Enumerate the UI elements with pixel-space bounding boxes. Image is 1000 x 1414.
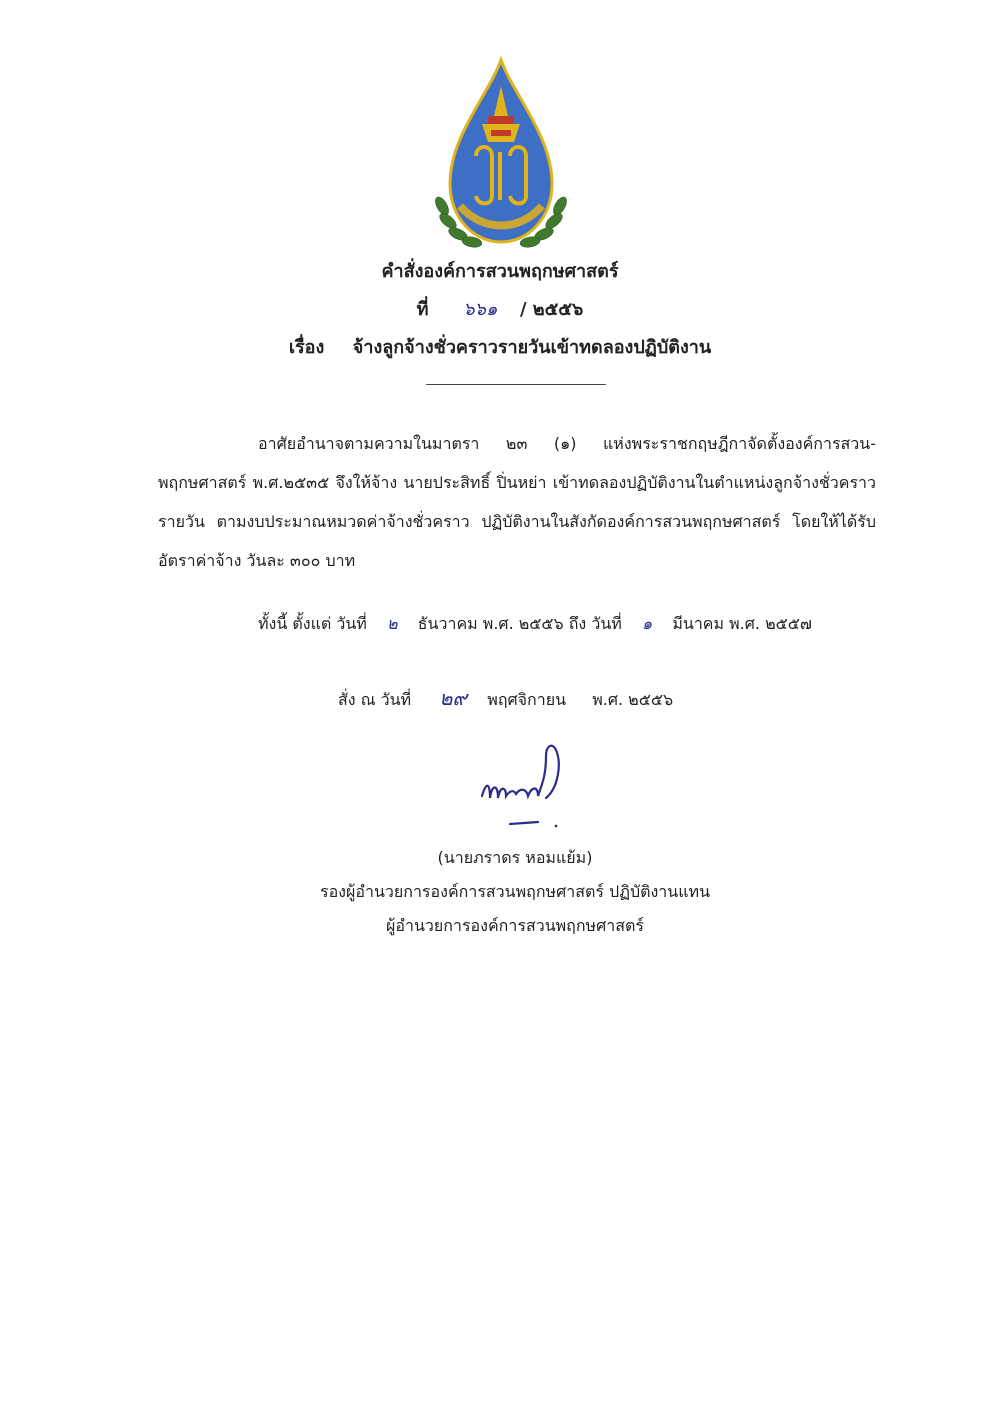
document-title: คำสั่งองค์การสวนพฤกษศาสตร์ bbox=[381, 261, 619, 282]
signatory-position-line1: รองผู้อำนวยการองค์การสวนพฤกษศาสตร์ ปฏิบัติงานแทน bbox=[319, 882, 711, 901]
period-prefix: ทั้งนี้ ตั้งแต่ วันที่ bbox=[258, 614, 367, 633]
order-number-label: ที่ bbox=[416, 299, 429, 320]
subject-label: เรื่อง bbox=[288, 337, 325, 358]
handwritten-signature-icon bbox=[476, 736, 576, 832]
order-subject-line bbox=[0, 332, 1000, 361]
order-date-day: ๒๙ bbox=[439, 686, 468, 710]
order-number-year: / ๒๕๕๖ bbox=[519, 299, 584, 320]
order-date-prefix: สั่ง ณ วันที่ bbox=[338, 690, 412, 709]
order-number-handwritten: ๖๖๑ bbox=[463, 299, 498, 320]
signatory-name: (นายภราดร หอมแย้ม) bbox=[437, 848, 593, 867]
order-date-year: พ.ศ. ๒๕๕๖ bbox=[592, 690, 674, 709]
period-start-rest: ธันวาคม พ.ศ. ๒๕๕๖ ถึง วันที่ bbox=[417, 614, 622, 633]
employment-period-line bbox=[258, 612, 812, 637]
header-divider bbox=[426, 384, 606, 385]
subject-text: จ้างลูกจ้างชั่วคราวรายวันเข้าทดลองปฏิบัติงาน bbox=[352, 337, 712, 358]
order-body-paragraph: อาศัยอำนาจตามความในมาตรา ๒๓ (๑) แห่งพระราชกฤษฎีกาจัดตั้งองค์การสวน-พฤกษศาสตร์ พ.ศ.๒๕๓๕ จึงให้จ้าง นายประสิทธิ์ ปิ่นหย่า เข้าทดลองปฏิบัติงานในตำแหน่งลูกจ้างชั่วคราวรายวัน ตามงบประมาณหมวดค่าจ้างชั่วคราว ปฏิบัติงานในสังกัดองค์การสวนพฤกษศาสตร์ โดยให้ได้รับอัตราค่าจ้าง วันละ ๓๐๐ บาท bbox=[158, 434, 876, 570]
period-end-rest: มีนาคม พ.ศ. ๒๕๕๗ bbox=[672, 614, 812, 633]
signatory-position-line2: ผู้อำนวยการองค์การสวนพฤกษศาสตร์ bbox=[386, 916, 644, 935]
order-date-month: พฤศจิกายน bbox=[487, 690, 567, 709]
period-end-day: ๑ bbox=[641, 614, 653, 633]
order-number-line bbox=[0, 294, 1000, 323]
period-start-day: ๒ bbox=[387, 614, 398, 633]
organization-emblem-logo bbox=[428, 56, 574, 252]
order-date-line bbox=[338, 682, 673, 714]
